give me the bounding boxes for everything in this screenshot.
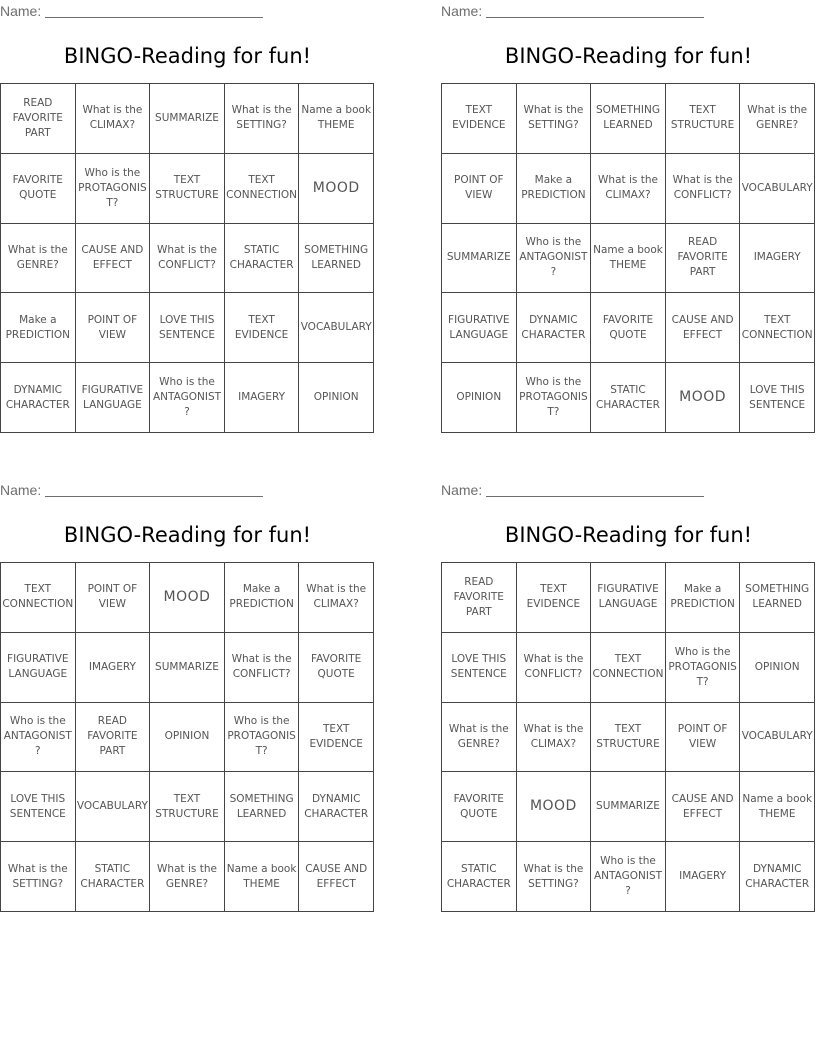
bingo-cell[interactable]: Who is the PROTAGONIST? <box>225 703 300 773</box>
bingo-cell[interactable]: FIGURATIVE LANGUAGE <box>76 363 151 433</box>
bingo-cell[interactable]: TEXT STRUCTURE <box>150 772 225 842</box>
bingo-cell[interactable]: Make a PREDICTION <box>225 563 300 633</box>
bingo-card-3 <box>0 479 375 919</box>
bingo-cell[interactable]: Make a PREDICTION <box>1 293 76 363</box>
bingo-grid <box>441 83 815 433</box>
bingo-cell[interactable]: FAVORITE QUOTE <box>1 154 76 224</box>
bingo-cell[interactable]: DYNAMIC CHARACTER <box>517 293 592 363</box>
bingo-cell[interactable]: LOVE THIS SENTENCE <box>442 633 517 703</box>
bingo-cell[interactable]: VOCABULARY <box>76 772 151 842</box>
card-title: BINGO-Reading for fun! <box>504 523 753 547</box>
name-field-row[interactable] <box>0 0 375 22</box>
bingo-cell[interactable]: SOMETHING LEARNED <box>225 772 300 842</box>
bingo-cell[interactable]: FAVORITE QUOTE <box>591 293 666 363</box>
bingo-card-1 <box>0 0 375 440</box>
bingo-cell[interactable]: TEXT EVIDENCE <box>299 703 374 773</box>
bingo-cell[interactable]: STATIC CHARACTER <box>225 224 300 294</box>
bingo-cell[interactable]: IMAGERY <box>666 842 741 912</box>
bingo-cell[interactable]: What is the SETTING? <box>1 842 76 912</box>
bingo-cell[interactable]: POINT OF VIEW <box>666 703 741 773</box>
name-label: Name: <box>441 482 483 498</box>
bingo-cell[interactable]: OPINION <box>299 363 374 433</box>
bingo-cell[interactable]: DYNAMIC CHARACTER <box>1 363 76 433</box>
bingo-cell[interactable]: CAUSE AND EFFECT <box>76 224 151 294</box>
bingo-cell[interactable]: STATIC CHARACTER <box>591 363 666 433</box>
bingo-cell[interactable]: SOMETHING LEARNED <box>740 563 815 633</box>
bingo-cell[interactable]: MOOD <box>666 363 741 433</box>
bingo-cell[interactable]: CAUSE AND EFFECT <box>299 842 374 912</box>
bingo-cell[interactable]: Who is the PROTAGONIST? <box>517 363 592 433</box>
bingo-cell[interactable]: DYNAMIC CHARACTER <box>740 842 815 912</box>
bingo-cell[interactable]: FIGURATIVE LANGUAGE <box>591 563 666 633</box>
bingo-cell[interactable]: What is the SETTING? <box>517 842 592 912</box>
bingo-cell[interactable]: TEXT STRUCTURE <box>591 703 666 773</box>
bingo-cell[interactable]: What is the CLIMAX? <box>591 154 666 224</box>
bingo-grid <box>441 562 815 912</box>
bingo-grid <box>0 83 374 433</box>
bingo-cell[interactable]: STATIC CHARACTER <box>76 842 151 912</box>
bingo-cell[interactable]: SUMMARIZE <box>591 772 666 842</box>
bingo-cell[interactable]: TEXT CONNECTION <box>1 563 76 633</box>
bingo-cell[interactable]: Who is the ANTAGONIST? <box>150 363 225 433</box>
bingo-cell[interactable]: Make a PREDICTION <box>666 563 741 633</box>
bingo-cell[interactable]: TEXT EVIDENCE <box>442 84 517 154</box>
name-field-row[interactable] <box>441 479 816 501</box>
card-title: BINGO-Reading for fun! <box>63 44 312 68</box>
bingo-cell[interactable]: Name a book THEME <box>740 772 815 842</box>
bingo-cell[interactable]: CAUSE AND EFFECT <box>666 772 741 842</box>
name-blank-line[interactable] <box>45 17 263 18</box>
bingo-cell[interactable]: What is the CLIMAX? <box>517 703 592 773</box>
bingo-cell[interactable]: FAVORITE QUOTE <box>299 633 374 703</box>
bingo-cell[interactable]: MOOD <box>299 154 374 224</box>
bingo-cell[interactable]: Who is the ANTAGONIST? <box>517 224 592 294</box>
bingo-cell[interactable]: READ FAVORITE PART <box>442 563 517 633</box>
bingo-cell[interactable]: What is the SETTING? <box>225 84 300 154</box>
bingo-cell[interactable]: TEXT EVIDENCE <box>225 293 300 363</box>
bingo-cell[interactable]: SUMMARIZE <box>150 84 225 154</box>
name-label: Name: <box>0 482 42 498</box>
bingo-cell[interactable]: What is the CLIMAX? <box>76 84 151 154</box>
bingo-cell[interactable]: VOCABULARY <box>299 293 374 363</box>
bingo-cell[interactable]: SOMETHING LEARNED <box>591 84 666 154</box>
bingo-cell[interactable]: OPINION <box>442 363 517 433</box>
bingo-cell[interactable]: POINT OF VIEW <box>76 563 151 633</box>
bingo-cell[interactable]: TEXT CONNECTION <box>740 293 815 363</box>
bingo-cell[interactable]: MOOD <box>150 563 225 633</box>
bingo-cell[interactable]: What is the GENRE? <box>740 84 815 154</box>
bingo-cell[interactable]: CAUSE AND EFFECT <box>666 293 741 363</box>
bingo-cell[interactable]: IMAGERY <box>76 633 151 703</box>
bingo-cell[interactable]: What is the CONFLICT? <box>225 633 300 703</box>
name-blank-line[interactable] <box>45 496 263 497</box>
name-label: Name: <box>0 3 42 19</box>
name-label: Name: <box>441 3 483 19</box>
bingo-cell[interactable]: FAVORITE QUOTE <box>442 772 517 842</box>
bingo-cell[interactable]: LOVE THIS SENTENCE <box>740 363 815 433</box>
bingo-cell[interactable]: TEXT CONNECTION <box>591 633 666 703</box>
bingo-cell[interactable]: STATIC CHARACTER <box>442 842 517 912</box>
bingo-cell[interactable]: SUMMARIZE <box>150 633 225 703</box>
bingo-card-2 <box>441 0 816 440</box>
bingo-cell[interactable]: SOMETHING LEARNED <box>299 224 374 294</box>
bingo-cell[interactable]: TEXT STRUCTURE <box>666 84 741 154</box>
bingo-cell[interactable]: FIGURATIVE LANGUAGE <box>1 633 76 703</box>
bingo-cell[interactable]: What is the GENRE? <box>1 224 76 294</box>
bingo-cell[interactable]: What is the GENRE? <box>150 842 225 912</box>
bingo-cell[interactable]: READ FAVORITE PART <box>76 703 151 773</box>
bingo-cell[interactable]: Who is the ANTAGONIST? <box>1 703 76 773</box>
bingo-card-4 <box>441 479 816 919</box>
bingo-cell[interactable]: IMAGERY <box>225 363 300 433</box>
bingo-cell[interactable]: FIGURATIVE LANGUAGE <box>442 293 517 363</box>
bingo-cell[interactable]: VOCABULARY <box>740 154 815 224</box>
bingo-cell[interactable]: Name a book THEME <box>591 224 666 294</box>
bingo-cell[interactable]: Who is the ANTAGONIST? <box>591 842 666 912</box>
bingo-cell[interactable]: VOCABULARY <box>740 703 815 773</box>
bingo-cell[interactable]: POINT OF VIEW <box>76 293 151 363</box>
bingo-grid <box>0 562 374 912</box>
bingo-cell[interactable]: Name a book THEME <box>299 84 374 154</box>
bingo-cell[interactable]: LOVE THIS SENTENCE <box>1 772 76 842</box>
name-blank-line[interactable] <box>486 496 704 497</box>
bingo-cell[interactable]: What is the CONFLICT? <box>666 154 741 224</box>
name-field-row[interactable] <box>441 0 816 22</box>
bingo-cell[interactable]: POINT OF VIEW <box>442 154 517 224</box>
bingo-cell[interactable]: TEXT CONNECTION <box>225 154 300 224</box>
bingo-cell[interactable]: What is the CONFLICT? <box>150 224 225 294</box>
bingo-cell[interactable]: OPINION <box>150 703 225 773</box>
bingo-cell[interactable]: What is the CLIMAX? <box>299 563 374 633</box>
card-title: BINGO-Reading for fun! <box>63 523 312 547</box>
bingo-cell[interactable]: What is the SETTING? <box>517 84 592 154</box>
bingo-cell[interactable]: LOVE THIS SENTENCE <box>150 293 225 363</box>
name-field-row[interactable] <box>0 479 375 501</box>
bingo-cell[interactable]: MOOD <box>517 772 592 842</box>
bingo-cell[interactable]: SUMMARIZE <box>442 224 517 294</box>
bingo-cell[interactable]: READ FAVORITE PART <box>666 224 741 294</box>
bingo-cell[interactable]: Who is the PROTAGONIST? <box>76 154 151 224</box>
bingo-cell[interactable]: TEXT STRUCTURE <box>150 154 225 224</box>
bingo-cell[interactable]: What is the CONFLICT? <box>517 633 592 703</box>
bingo-cell[interactable]: Name a book THEME <box>225 842 300 912</box>
bingo-cell[interactable]: Make a PREDICTION <box>517 154 592 224</box>
bingo-cell[interactable]: Who is the PROTAGONIST? <box>666 633 741 703</box>
bingo-cell[interactable]: TEXT EVIDENCE <box>517 563 592 633</box>
bingo-cell[interactable]: OPINION <box>740 633 815 703</box>
bingo-cell[interactable]: READ FAVORITE PART <box>1 84 76 154</box>
bingo-cell[interactable]: What is the GENRE? <box>442 703 517 773</box>
card-title: BINGO-Reading for fun! <box>504 44 753 68</box>
bingo-cell[interactable]: DYNAMIC CHARACTER <box>299 772 374 842</box>
bingo-cell[interactable]: IMAGERY <box>740 224 815 294</box>
name-blank-line[interactable] <box>486 17 704 18</box>
